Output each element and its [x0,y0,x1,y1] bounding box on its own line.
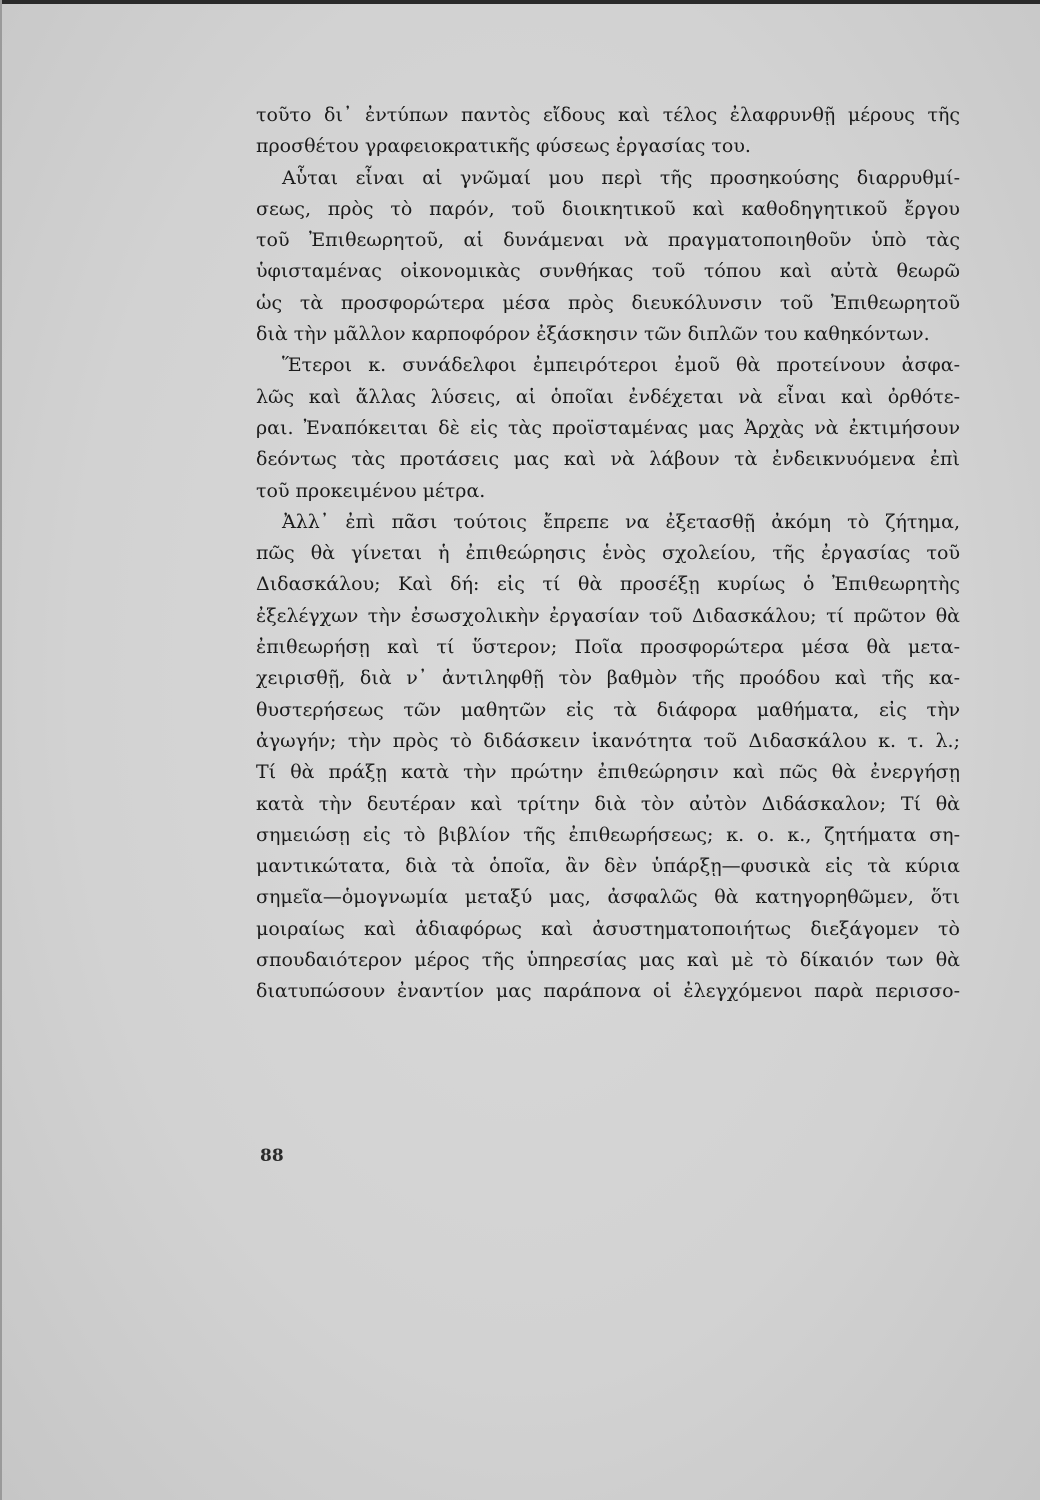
text-line: κατὰ τὴν δευτέραν καὶ τρίτην διὰ τὸν αὐτὸν Διδάσκαλον; Τί θὰ [256,792,960,815]
text-line: Διδασκάλου; Καὶ δή: εἰς τί θὰ προσέξῃ κυρίως ὁ Ἐπιθεωρητὴς [256,573,960,596]
text-line: χειρισθῇ, διὰ ν᾿ ἀντιληφθῇ τὸν βαθμὸν τῆς προόδου καὶ τῆς κα- [256,667,960,690]
text-line: Ἀλλ᾿ ἐπὶ πᾶσι τούτοις ἔπρεπε να ἐξετασθῇ ἀκόμη τὸ ζήτημα, [282,510,960,533]
text-line: Αὗται εἶναι αἱ γνῶμαί μου περὶ τῆς προσηκούσης διαρρυθμί- [282,166,960,189]
text-line: προσθέτου γραφειοκρατικῆς φύσεως ἐργασίας του. [256,135,751,158]
text-line: τοῦ προκειμένου μέτρα. [256,479,486,502]
body-text [256,100,960,1008]
page-left-edge [0,0,2,1500]
text-line: σεως, πρὸς τὸ παρόν, τοῦ διοικητικοῦ καὶ καθοδηγητικοῦ ἔργου [256,197,960,220]
text-line: πῶς θὰ γίνεται ἡ ἐπιθεώρησις ἑνὸς σχολείου, τῆς ἐργασίας τοῦ [256,542,960,565]
text-line: μαντικώτατα, διὰ τὰ ὁποῖα, ἂν δὲν ὑπάρξῃ—φυσικὰ εἰς τὰ κύρια [256,855,960,878]
text-line: ὑφισταμένας οἰκονομικὰς συνθήκας τοῦ τόπου καὶ αὐτὰ θεωρῶ [256,260,960,283]
page-number: 88 [260,1146,284,1166]
text-line: ἀγωγήν; τὴν πρὸς τὸ διδάσκειν ἱκανότητα τοῦ Διδασκάλου κ. τ. λ.; [256,729,960,752]
text-line: σημειώσῃ εἰς τὸ βιβλίον τῆς ἐπιθεωρήσεως; κ. ο. κ., ζητήματα ση- [256,823,960,846]
text-line: ὡς τὰ προσφορώτερα μέσα πρὸς διευκόλυνσιν τοῦ Ἐπιθεωρητοῦ [256,291,960,314]
text-line: διατυπώσουν ἐναντίον μας παράπονα οἱ ἐλεγχόμενοι παρὰ περισσο- [256,980,960,1003]
text-line: ραι. Ἐναπόκειται δὲ εἰς τὰς προϊσταμένας μας Ἀρχὰς νὰ ἐκτιμήσουν [256,416,960,439]
text-line: τοῦτο δι᾿ ἐντύπων παντὸς εἴδους καὶ τέλος ἐλαφρυνθῇ μέρους τῆς [256,104,960,126]
text-line: ἐξελέγχων τὴν ἐσωσχολικὴν ἐργασίαν τοῦ Διδασκάλου; τί πρῶτον θὰ [256,604,960,627]
text-line: Τί θὰ πράξῃ κατὰ τὴν πρώτην ἐπιθεώρησιν καὶ πῶς θὰ ἐνεργήσῃ [256,761,960,784]
text-line: σπουδαιότερον μέρος τῆς ὑπηρεσίας μας καὶ μὲ τὸ δίκαιόν των θὰ [256,949,960,972]
text-line: Ἕτεροι κ. συνάδελφοι ἐμπειρότεροι ἐμοῦ θὰ προτείνουν ἀσφα- [282,354,960,377]
text-line: τοῦ Ἐπιθεωρητοῦ, αἱ δυνάμεναι νὰ πραγματοποιηθοῦν ὑπὸ τὰς [256,229,960,252]
text-line: δεόντως τὰς προτάσεις μας καὶ νὰ λάβουν τὰ ἐνδεικνυόμενα ἐπὶ [256,448,960,471]
text-line: σημεῖα—ὁμογνωμία μεταξύ μας, ἀσφαλῶς θὰ κατηγορηθῶμεν, ὅτι [256,886,960,909]
text-line: διὰ τὴν μᾶλλον καρποφόρον ἐξάσκησιν τῶν διπλῶν του καθηκόντων. [256,323,930,346]
text-line: θυστερήσεως τῶν μαθητῶν εἰς τὰ διάφορα μαθήματα, εἰς τὴν [256,698,960,721]
page-top-edge [0,0,1040,4]
text-line: ἐπιθεωρήσῃ καὶ τί ὕστερον; Ποῖα προσφορώτερα μέσα θὰ μετα- [256,636,960,659]
text-line: μοιραίως καὶ ἀδιαφόρως καὶ ἀσυστηματοποιήτως διεξάγομεν τὸ [256,917,960,940]
text-line: λῶς καὶ ἄλλας λύσεις, αἱ ὁποῖαι ἐνδέχεται νὰ εἶναι καὶ ὀρθότε- [256,385,960,408]
